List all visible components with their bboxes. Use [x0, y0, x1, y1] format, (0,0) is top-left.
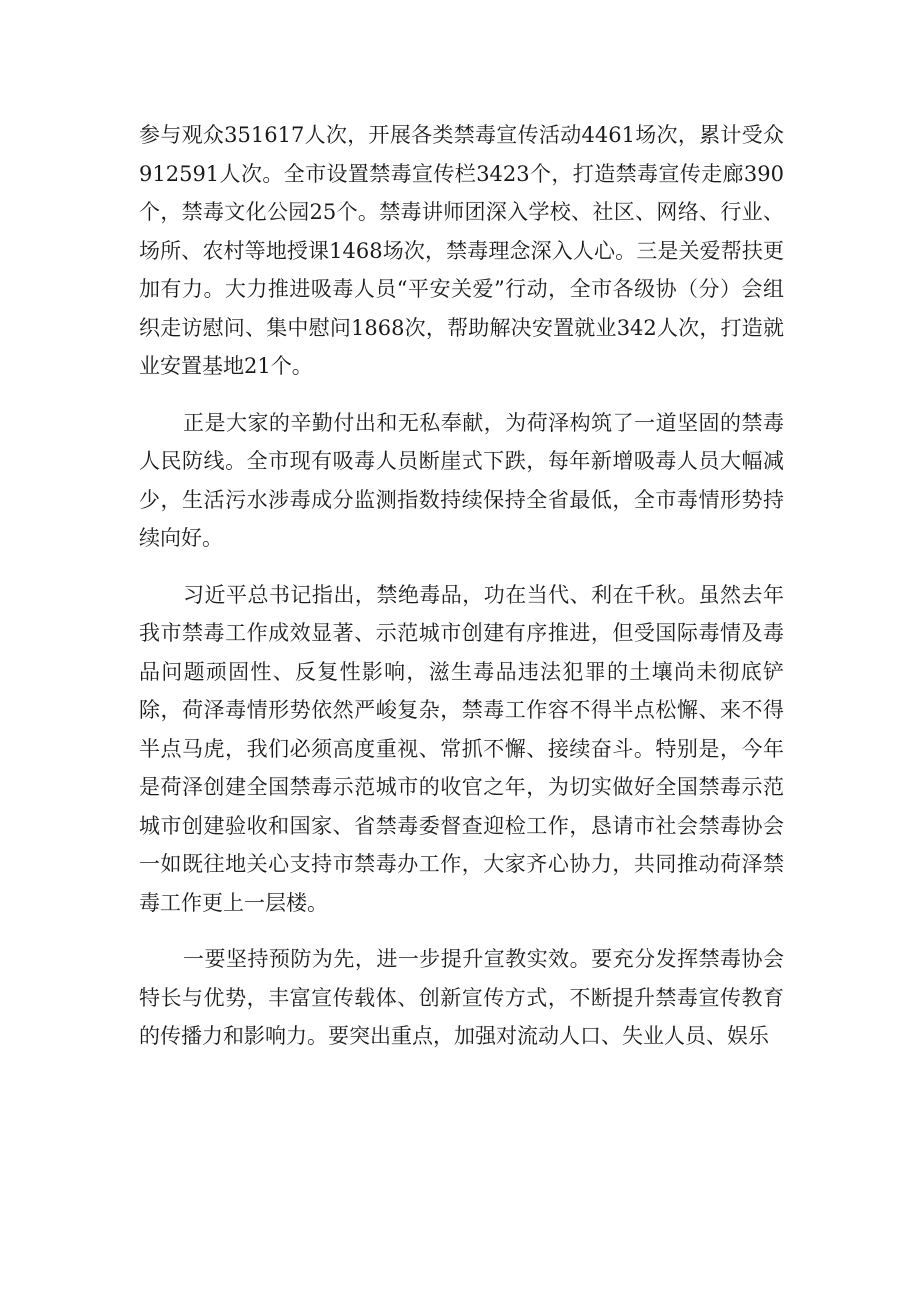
paragraph-1: 参与观众351617人次，开展各类禁毒宣传活动4461场次，累计受众912591人次。全市设置禁毒宣传栏3423个，打造禁毒宣传走廊390个，禁毒文化公园25个。禁毒讲师团深入学校、社区、网络、行业、场所、农村等地授课1468场次，禁毒理念深入人心。三是关爱帮扶更加有力。大力推进吸毒人员“平安关爱”行动，全市各级协（分）会组织走访慰问、集中慰问1868次，帮助解决安置就业342人次，打造就业安置基地21个。: [139, 123, 784, 378]
document-body: [139, 116, 784, 1056]
paragraph-4: 一要坚持预防为先，进一步提升宣教实效。要充分发挥禁毒协会特长与优势，丰富宣传载体、创新宣传方式，不断提升禁毒宣传教育的传播力和影响力。要突出重点，加强对流动人口、失业人员、娱乐: [139, 947, 784, 1048]
paragraph-2: 正是大家的辛勤付出和无私奉献，为荷泽构筑了一道坚固的禁毒人民防线。全市现有吸毒人员断崖式下跌，每年新增吸毒人员大幅减少，生活污水涉毒成分监测指数持续保持全省最低，全市毒情形势持续向好。: [139, 410, 784, 550]
paragraph-3: 习近平总书记指出，禁绝毒品，功在当代、利在千秋。虽然去年我市禁毒工作成效显著、示范城市创建有序推进，但受国际毒情及毒品问题顽固性、反复性影响，滋生毒品违法犯罪的土壤尚未彻底铲除，荷泽毒情形势依然严峻复杂，禁毒工作容不得半点松懈、来不得半点马虎，我们必须高度重视、常抓不懈、接续奋斗。特别是，今年是荷泽创建全国禁毒示范城市的收官之年，为切实做好全国禁毒示范城市创建验收和国家、省禁毒委督查迎检工作，恳请市社会禁毒协会一如既往地关心支持市禁毒办工作，大家齐心协力，共同推动荷泽禁毒工作更上一层楼。: [139, 582, 784, 915]
